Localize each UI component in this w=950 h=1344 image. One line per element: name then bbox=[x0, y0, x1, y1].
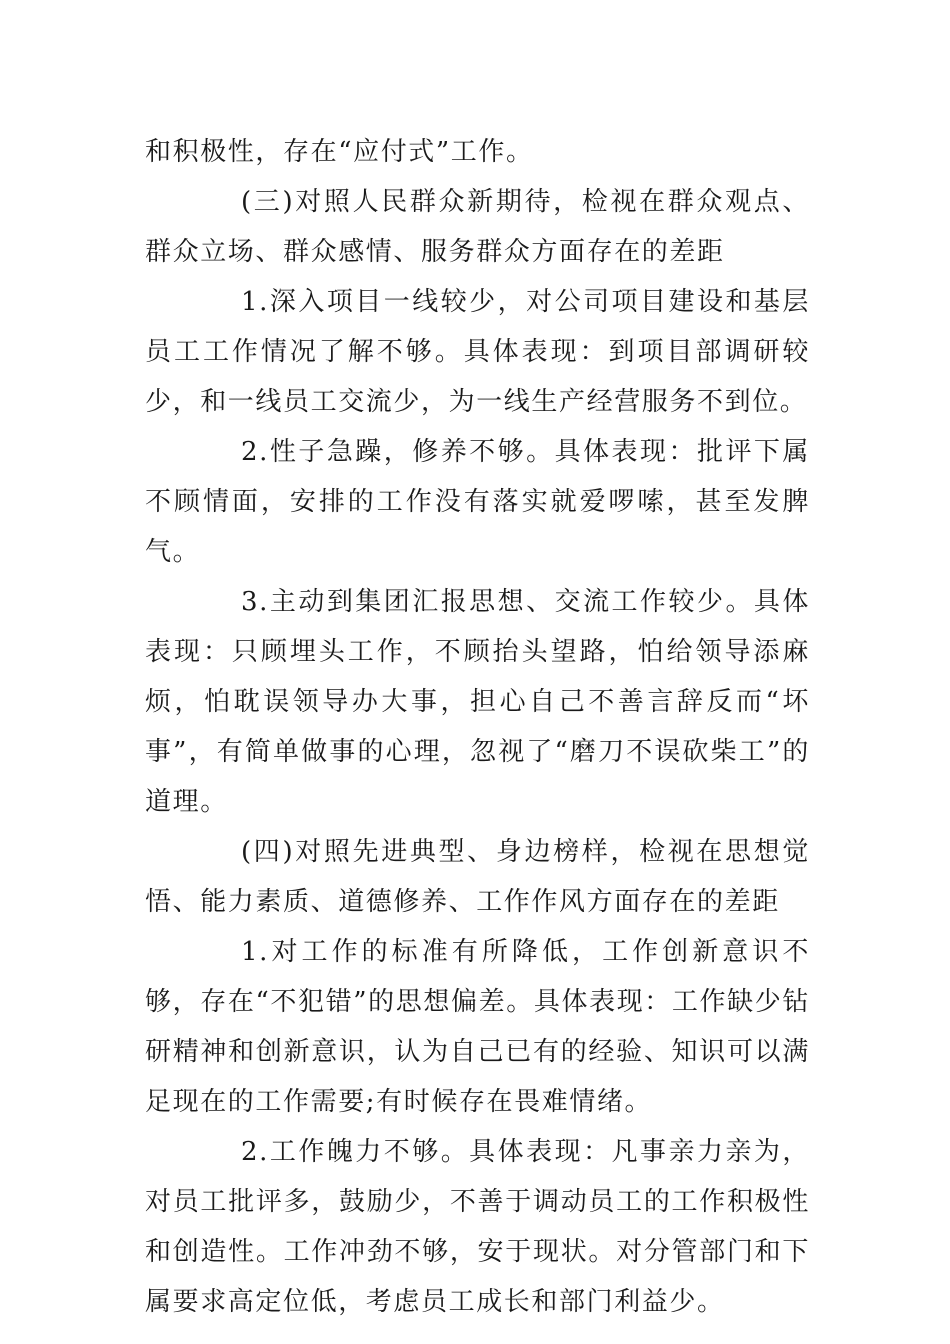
paragraph-item: 1.深入项目一线较少，对公司项目建设和基层员工工作情况了解不够。具体表现：到项目部调研较少，和一线员工交流少，为一线生产经营服务不到位。 bbox=[145, 287, 810, 417]
paragraph-item: 2.工作魄力不够。具体表现：凡事亲力亲为，对员工批评多，鼓励少，不善于调动员工的工作积极性和创造性。工作冲劲不够，安于现状。对分管部门和下属要求高定位低，考虑员工成长和部门利益少。 bbox=[145, 1137, 810, 1317]
paragraph-item: 1.对工作的标准有所降低，工作创新意识不够，存在“不犯错”的思想偏差。具体表现：工作缺少钻研精神和创新意识，认为自己已有的经验、知识可以满足现在的工作需要;有时候存在畏难情绪。 bbox=[145, 937, 810, 1117]
section-heading-four: (四)对照先进典型、身边榜样，检视在思想觉悟、能力素质、道德修养、工作作风方面存在的差距 bbox=[145, 837, 810, 917]
paragraph-continuation: 和积极性，存在“应付式”工作。 bbox=[145, 137, 534, 167]
document-body bbox=[145, 127, 810, 1327]
paragraph-item: 2.性子急躁，修养不够。具体表现：批评下属不顾情面，安排的工作没有落实就爱啰嗦，甚至发脾气。 bbox=[145, 437, 810, 567]
section-heading-three: (三)对照人民群众新期待，检视在群众观点、群众立场、群众感情、服务群众方面存在的差距 bbox=[145, 187, 810, 267]
paragraph-item: 3.主动到集团汇报思想、交流工作较少。具体表现：只顾埋头工作，不顾抬头望路，怕给领导添麻烦，怕耽误领导办大事，担心自己不善言辞反而“坏事”，有简单做事的心理，忽视了“磨刀不误砍柴工”的道理。 bbox=[145, 587, 810, 817]
